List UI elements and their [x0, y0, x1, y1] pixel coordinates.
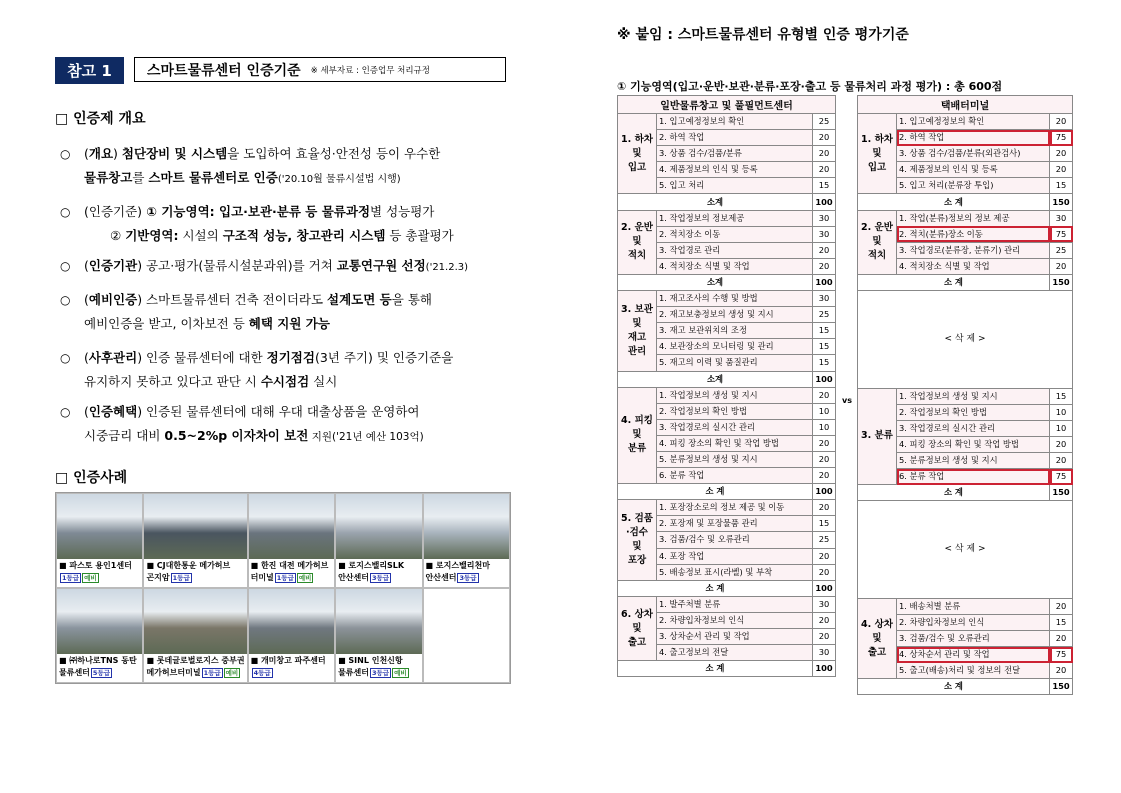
item-name: 3. 작업경로 관리: [657, 242, 813, 258]
case-name-line2: 물류센터 5등급: [59, 668, 111, 677]
subtotal-row: [858, 485, 1073, 501]
case-name-line2: 터미널 1등급 예비: [250, 573, 312, 582]
building-photo: [57, 589, 142, 654]
case-name-line2: 곤지암 1등급: [146, 573, 190, 582]
case-card: [335, 493, 422, 588]
case-card: [423, 493, 510, 588]
item-score: 20: [813, 242, 836, 258]
case-caption: [57, 559, 142, 587]
case-caption: [249, 559, 334, 587]
case-card: [56, 588, 143, 683]
item-name: 5. 분류정보의 생성 및 지시: [897, 453, 1050, 469]
item-name: 5. 분류정보의 생성 및 지시: [657, 451, 813, 467]
item-score: 20: [813, 548, 836, 564]
item-name: 3. 상품 검수/검품/분류(외관검사): [897, 146, 1050, 162]
page-subtitle: ※ 세부자료 : 인증업무 처리규정: [310, 65, 430, 76]
item-score: 10: [813, 419, 836, 435]
case-name: ■ 롯데글로벌로지스 중부권: [146, 656, 245, 665]
item-score: 20: [813, 500, 836, 516]
item-name: 2. 포장재 및 포장물품 관리: [657, 516, 813, 532]
category-cell: 5. 검품 ·검수 및 포장: [618, 500, 657, 580]
item-name: 2. 적치(분류)장소 이동: [897, 226, 1050, 242]
case-photo-grid: [55, 492, 511, 684]
case-caption: [57, 654, 142, 682]
item-name: 4. 적치장소 식별 및 작업: [657, 258, 813, 274]
item-score: 20: [1050, 114, 1073, 130]
item-score: 10: [1050, 404, 1073, 420]
para-criteria: ○ (인증기준) ① 기능영역: 입고·보관·분류 등 물류과정별 성능평가 ② 기반영역: 시설의 구조적 성능, 창고관리 시스템 등 총괄평가: [60, 204, 454, 243]
attachment-subtitle: ① 기능영역(입고·운반·보관·분류·포장·출고 등 물류처리 과정 평가) : 총 600점: [617, 80, 1003, 93]
subtotal-row: [618, 484, 836, 500]
item-name: 2. 작업정보의 확인 방법: [897, 404, 1050, 420]
item-name: 4. 적치장소 식별 및 작업: [897, 258, 1050, 274]
item-name: 4. 피킹 장소의 확인 및 작업 방법: [657, 435, 813, 451]
subtotal-label: 소계: [618, 274, 813, 290]
subtotal-label: 소 계: [858, 679, 1050, 695]
para-institution: ○ (인증기관) 공고·평가(물류시설분과위)를 거쳐 교통연구원 선정('21.2.3): [60, 258, 469, 273]
item-name: 4. 제품정보의 인식 및 등록: [897, 162, 1050, 178]
section-overview-heading: □ 인증제 개요: [55, 111, 146, 127]
item-score: 20: [1050, 258, 1073, 274]
table-row: [618, 291, 836, 307]
item-score: 20: [1050, 436, 1073, 452]
case-name-line2: 메가허브터미널 1등급 예비: [146, 668, 239, 677]
category-cell: 3. 보관 및 재고 관리: [618, 291, 657, 371]
item-score: 20: [813, 435, 836, 451]
preliminary-badge: 예비: [394, 669, 407, 677]
case-caption: [144, 559, 246, 587]
case-caption: [424, 559, 509, 587]
item-name: 3. 상품 검수/검품/분류: [657, 146, 813, 162]
category-cell: 4. 상차 및 출고: [858, 598, 897, 678]
item-score: 20: [1050, 162, 1073, 178]
category-cell: 2. 운반 및 적치: [618, 210, 657, 274]
building-photo: [249, 589, 334, 654]
case-card: [248, 588, 335, 683]
item-name: 3. 작업경로의 실시간 관리: [657, 419, 813, 435]
item-score: 20: [813, 162, 836, 178]
item-name: 5. 출고(배송)처리 및 정보의 전달: [897, 663, 1050, 679]
subtotal-row: [618, 371, 836, 387]
reference-badge: 참고 1: [55, 57, 124, 84]
grade-badge: 1등급: [62, 574, 80, 582]
item-name: 6. 분류 작업: [657, 468, 813, 484]
subtotal-label: 소 계: [618, 484, 813, 500]
case-name: ■ CJ대한통운 메가허브: [146, 561, 231, 570]
case-name-line2: 물류센터 3등급 예비: [338, 668, 407, 677]
case-name: ■ 파스토 용인1센터: [59, 561, 132, 570]
case-card: [248, 493, 335, 588]
table-row: [858, 114, 1073, 130]
item-name: 5. 입고 처리: [657, 178, 813, 194]
subtotal-score: 100: [813, 484, 836, 500]
category-cell: 1. 하차 및 입고: [618, 114, 657, 194]
case-caption: [144, 654, 246, 682]
subtotal-row: [618, 580, 836, 596]
item-score: 30: [813, 226, 836, 242]
table-row: [858, 210, 1073, 226]
table-row: [618, 596, 836, 612]
case-card: [335, 588, 422, 683]
subtotal-score: 150: [1050, 679, 1073, 695]
item-score: 25: [813, 307, 836, 323]
parcel-terminal-table: [857, 95, 1073, 695]
category-cell: 1. 하차 및 입고: [858, 114, 897, 194]
table-row: [618, 500, 836, 516]
case-name-line2: [251, 667, 332, 679]
item-name: 2. 재고보충정보의 생성 및 지시: [657, 307, 813, 323]
item-score: 75: [1050, 469, 1073, 485]
table-header: 택배터미널: [858, 96, 1073, 114]
subtotal-score: 150: [1050, 274, 1073, 290]
item-score: 30: [813, 596, 836, 612]
subtotal-row: [858, 274, 1073, 290]
subtotal-score: 100: [813, 194, 836, 210]
item-name: 1. 재고조사의 수행 및 방법: [657, 291, 813, 307]
subtotal-label: 소 계: [858, 194, 1050, 210]
item-score: 20: [813, 387, 836, 403]
item-score: 15: [1050, 178, 1073, 194]
item-score: 30: [813, 645, 836, 661]
item-name: 1. 포장장소로의 정보 제공 및 이동: [657, 500, 813, 516]
preliminary-badge: 예비: [225, 669, 239, 677]
case-name: ■ ㈜하나로TNS 동탄: [59, 656, 137, 665]
case-caption: [336, 559, 421, 587]
item-score: 30: [813, 210, 836, 226]
grade-badge: 3등급: [371, 574, 390, 582]
grade-badge: 1등급: [172, 574, 190, 582]
case-caption: [249, 654, 334, 682]
item-name: 3. 검품/검수 및 오류관리: [657, 532, 813, 548]
item-name: 5. 배송정보 표시(라벨) 및 부착: [657, 564, 813, 580]
para-aftercare: ○ (사후관리) 인증 물류센터에 대한 정기점검(3년 주기) 및 인증기준을 유지하지 못하고 있다고 판단 시 수시점검 실시: [60, 350, 454, 389]
subtotal-label: 소 계: [618, 661, 813, 677]
deleted-block: < 삭 제 >: [858, 291, 1073, 389]
item-name: 1. 작업(분류)정보의 정보 제공: [897, 210, 1050, 226]
subtotal-row: [618, 661, 836, 677]
general-warehouse-table: [617, 95, 836, 677]
grade-badge: 5등급: [92, 669, 111, 677]
item-name: 3. 재고 보관위치의 조정: [657, 323, 813, 339]
item-name: 1. 작업정보의 생성 및 지시: [657, 387, 813, 403]
building-photo: [57, 494, 142, 559]
section-cases-heading: □ 인증사례: [55, 470, 128, 486]
item-name: 2. 하역 작업: [897, 130, 1050, 146]
building-photo: [144, 589, 246, 654]
subtotal-score: 150: [1050, 485, 1073, 501]
item-name: 2. 차량입차정보의 인식: [897, 614, 1050, 630]
case-name: ■ 로지스밸리SLK: [338, 561, 405, 570]
table-row: [618, 387, 836, 403]
item-score: 75: [1050, 226, 1073, 242]
case-name: ■ 개미창고 파주센터: [250, 656, 326, 665]
vs-label: vs: [842, 396, 852, 405]
case-card: [143, 493, 247, 588]
item-score: 20: [813, 612, 836, 628]
item-name: 2. 차량입차정보의 인식: [657, 612, 813, 628]
grade-badge: 4등급: [253, 669, 271, 677]
item-score: 25: [813, 532, 836, 548]
item-score: 20: [1050, 598, 1073, 614]
table-row: [618, 114, 836, 130]
category-cell: 2. 운반 및 적치: [858, 210, 897, 274]
item-score: 15: [1050, 614, 1073, 630]
item-score: 20: [1050, 146, 1073, 162]
case-name-line2: 안산센터 3등급: [425, 573, 477, 582]
item-score: 20: [1050, 631, 1073, 647]
item-score: 75: [1050, 647, 1073, 663]
item-score: 20: [813, 451, 836, 467]
preliminary-badge: 예비: [84, 574, 97, 582]
item-name: 3. 검품/검수 및 오류관리: [897, 631, 1050, 647]
table-row: [858, 388, 1073, 404]
case-card: [143, 588, 247, 683]
item-name: 4. 출고정보의 전달: [657, 645, 813, 661]
subtotal-label: 소계: [618, 194, 813, 210]
table-row: [858, 598, 1073, 614]
page-title: 스마트물류센터 인증기준: [147, 62, 301, 79]
para-overview: ○ (개요) 첨단장비 및 시스템을 도입하여 효율성·안전성 등이 우수한 물류창고를 스마트 물류센터로 인증('20.10월 물류시설법 시행): [84, 142, 524, 192]
subtotal-score: 100: [813, 661, 836, 677]
empty-cell: [423, 588, 510, 683]
case-name: ■ 한진 대전 메가허브: [250, 561, 329, 570]
building-photo: [144, 494, 246, 559]
subtotal-label: 소 계: [618, 580, 813, 596]
item-name: 5. 재고의 이력 및 품질관리: [657, 355, 813, 371]
item-name: 1. 배송처별 분류: [897, 598, 1050, 614]
item-score: 15: [813, 323, 836, 339]
grade-badge: 1등급: [276, 574, 294, 582]
item-name: 4. 포장 작업: [657, 548, 813, 564]
category-cell: 6. 상차 및 출고: [618, 596, 657, 660]
grade-badge: 1등급: [203, 669, 221, 677]
attachment-title: ※ 붙임 : 스마트물류센터 유형별 인증 평가기준: [617, 27, 909, 43]
item-score: 15: [813, 178, 836, 194]
item-score: 15: [813, 355, 836, 371]
category-cell: 4. 피킹 및 분류: [618, 387, 657, 484]
item-score: 20: [813, 258, 836, 274]
subtotal-row: [618, 194, 836, 210]
item-score: 15: [813, 516, 836, 532]
item-name: 3. 작업경로(분류장, 분류기) 관리: [897, 242, 1050, 258]
item-name: 1. 작업정보의 생성 및 지시: [897, 388, 1050, 404]
para-preliminary: ○ (예비인증) 스마트물류센터 건축 전이더라도 설계도면 등을 통해 예비인증을 받고, 이차보전 등 혜택 지원 가능: [60, 292, 432, 331]
item-score: 25: [813, 114, 836, 130]
item-score: 20: [1050, 453, 1073, 469]
table-row: [618, 210, 836, 226]
subtotal-score: 100: [813, 274, 836, 290]
building-photo: [336, 589, 421, 654]
case-name: ■ 로지스밸리천마: [425, 561, 490, 570]
table-header: 일반물류창고 및 풀필먼트센터: [618, 96, 836, 114]
subtotal-label: 소계: [618, 371, 813, 387]
item-score: 25: [1050, 242, 1073, 258]
category-cell: 3. 분류: [858, 388, 897, 485]
item-name: 4. 상차순서 관리 및 작업: [897, 647, 1050, 663]
item-score: 30: [1050, 210, 1073, 226]
item-score: 10: [813, 403, 836, 419]
item-score: 20: [813, 468, 836, 484]
item-name: 3. 상차순서 관리 및 작업: [657, 629, 813, 645]
item-name: 2. 하역 작업: [657, 130, 813, 146]
item-name: 1. 입고예정정보의 확인: [657, 114, 813, 130]
item-score: 20: [813, 146, 836, 162]
item-score: 20: [813, 629, 836, 645]
item-name: 4. 피킹 장소의 확인 및 작업 방법: [897, 436, 1050, 452]
deleted-block: < 삭 제 >: [858, 501, 1073, 599]
item-name: 4. 보관장소의 모니터링 및 관리: [657, 339, 813, 355]
item-score: 10: [1050, 420, 1073, 436]
subtotal-row: [858, 679, 1073, 695]
case-card: [56, 493, 143, 588]
item-name: 1. 작업정보의 정보제공: [657, 210, 813, 226]
item-name: 3. 작업경로의 실시간 관리: [897, 420, 1050, 436]
item-name: 1. 발주처별 분류: [657, 596, 813, 612]
case-name-line2: [59, 572, 140, 584]
building-photo: [424, 494, 509, 559]
grade-badge: 3등급: [371, 669, 390, 677]
item-score: 20: [813, 564, 836, 580]
building-photo: [336, 494, 421, 559]
building-photo: [249, 494, 334, 559]
item-name: 5. 입고 처리(분류장 투입): [897, 178, 1050, 194]
subtotal-score: 100: [813, 580, 836, 596]
subtotal-label: 소 계: [858, 274, 1050, 290]
title-box: [134, 57, 506, 82]
subtotal-row: [618, 274, 836, 290]
subtotal-score: 150: [1050, 194, 1073, 210]
bullet: ○: [60, 147, 71, 161]
case-name-line2: 안산센터 3등급: [338, 573, 390, 582]
subtotal-label: 소 계: [858, 485, 1050, 501]
subtotal-row: [858, 194, 1073, 210]
item-score: 15: [1050, 388, 1073, 404]
item-score: 20: [1050, 663, 1073, 679]
item-score: 20: [813, 130, 836, 146]
case-name: ■ SINL 인천신항: [338, 656, 403, 665]
item-score: 75: [1050, 130, 1073, 146]
preliminary-badge: 예비: [298, 574, 312, 582]
case-caption: [336, 654, 421, 682]
item-score: 15: [813, 339, 836, 355]
item-score: 30: [813, 291, 836, 307]
item-name: 2. 작업정보의 확인 방법: [657, 403, 813, 419]
item-name: 2. 적치장소 이동: [657, 226, 813, 242]
item-name: 4. 제품정보의 인식 및 등록: [657, 162, 813, 178]
item-name: 6. 분류 작업: [897, 469, 1050, 485]
item-name: 1. 입고예정정보의 확인: [897, 114, 1050, 130]
grade-badge: 3등급: [459, 574, 477, 582]
subtotal-score: 100: [813, 371, 836, 387]
para-benefit: ○ (인증혜택) 인증된 물류센터에 대해 우대 대출상품을 운영하여 시중금리 대비 0.5~2%p 이자차이 보전 지원('21년 예산 103억): [60, 404, 424, 443]
